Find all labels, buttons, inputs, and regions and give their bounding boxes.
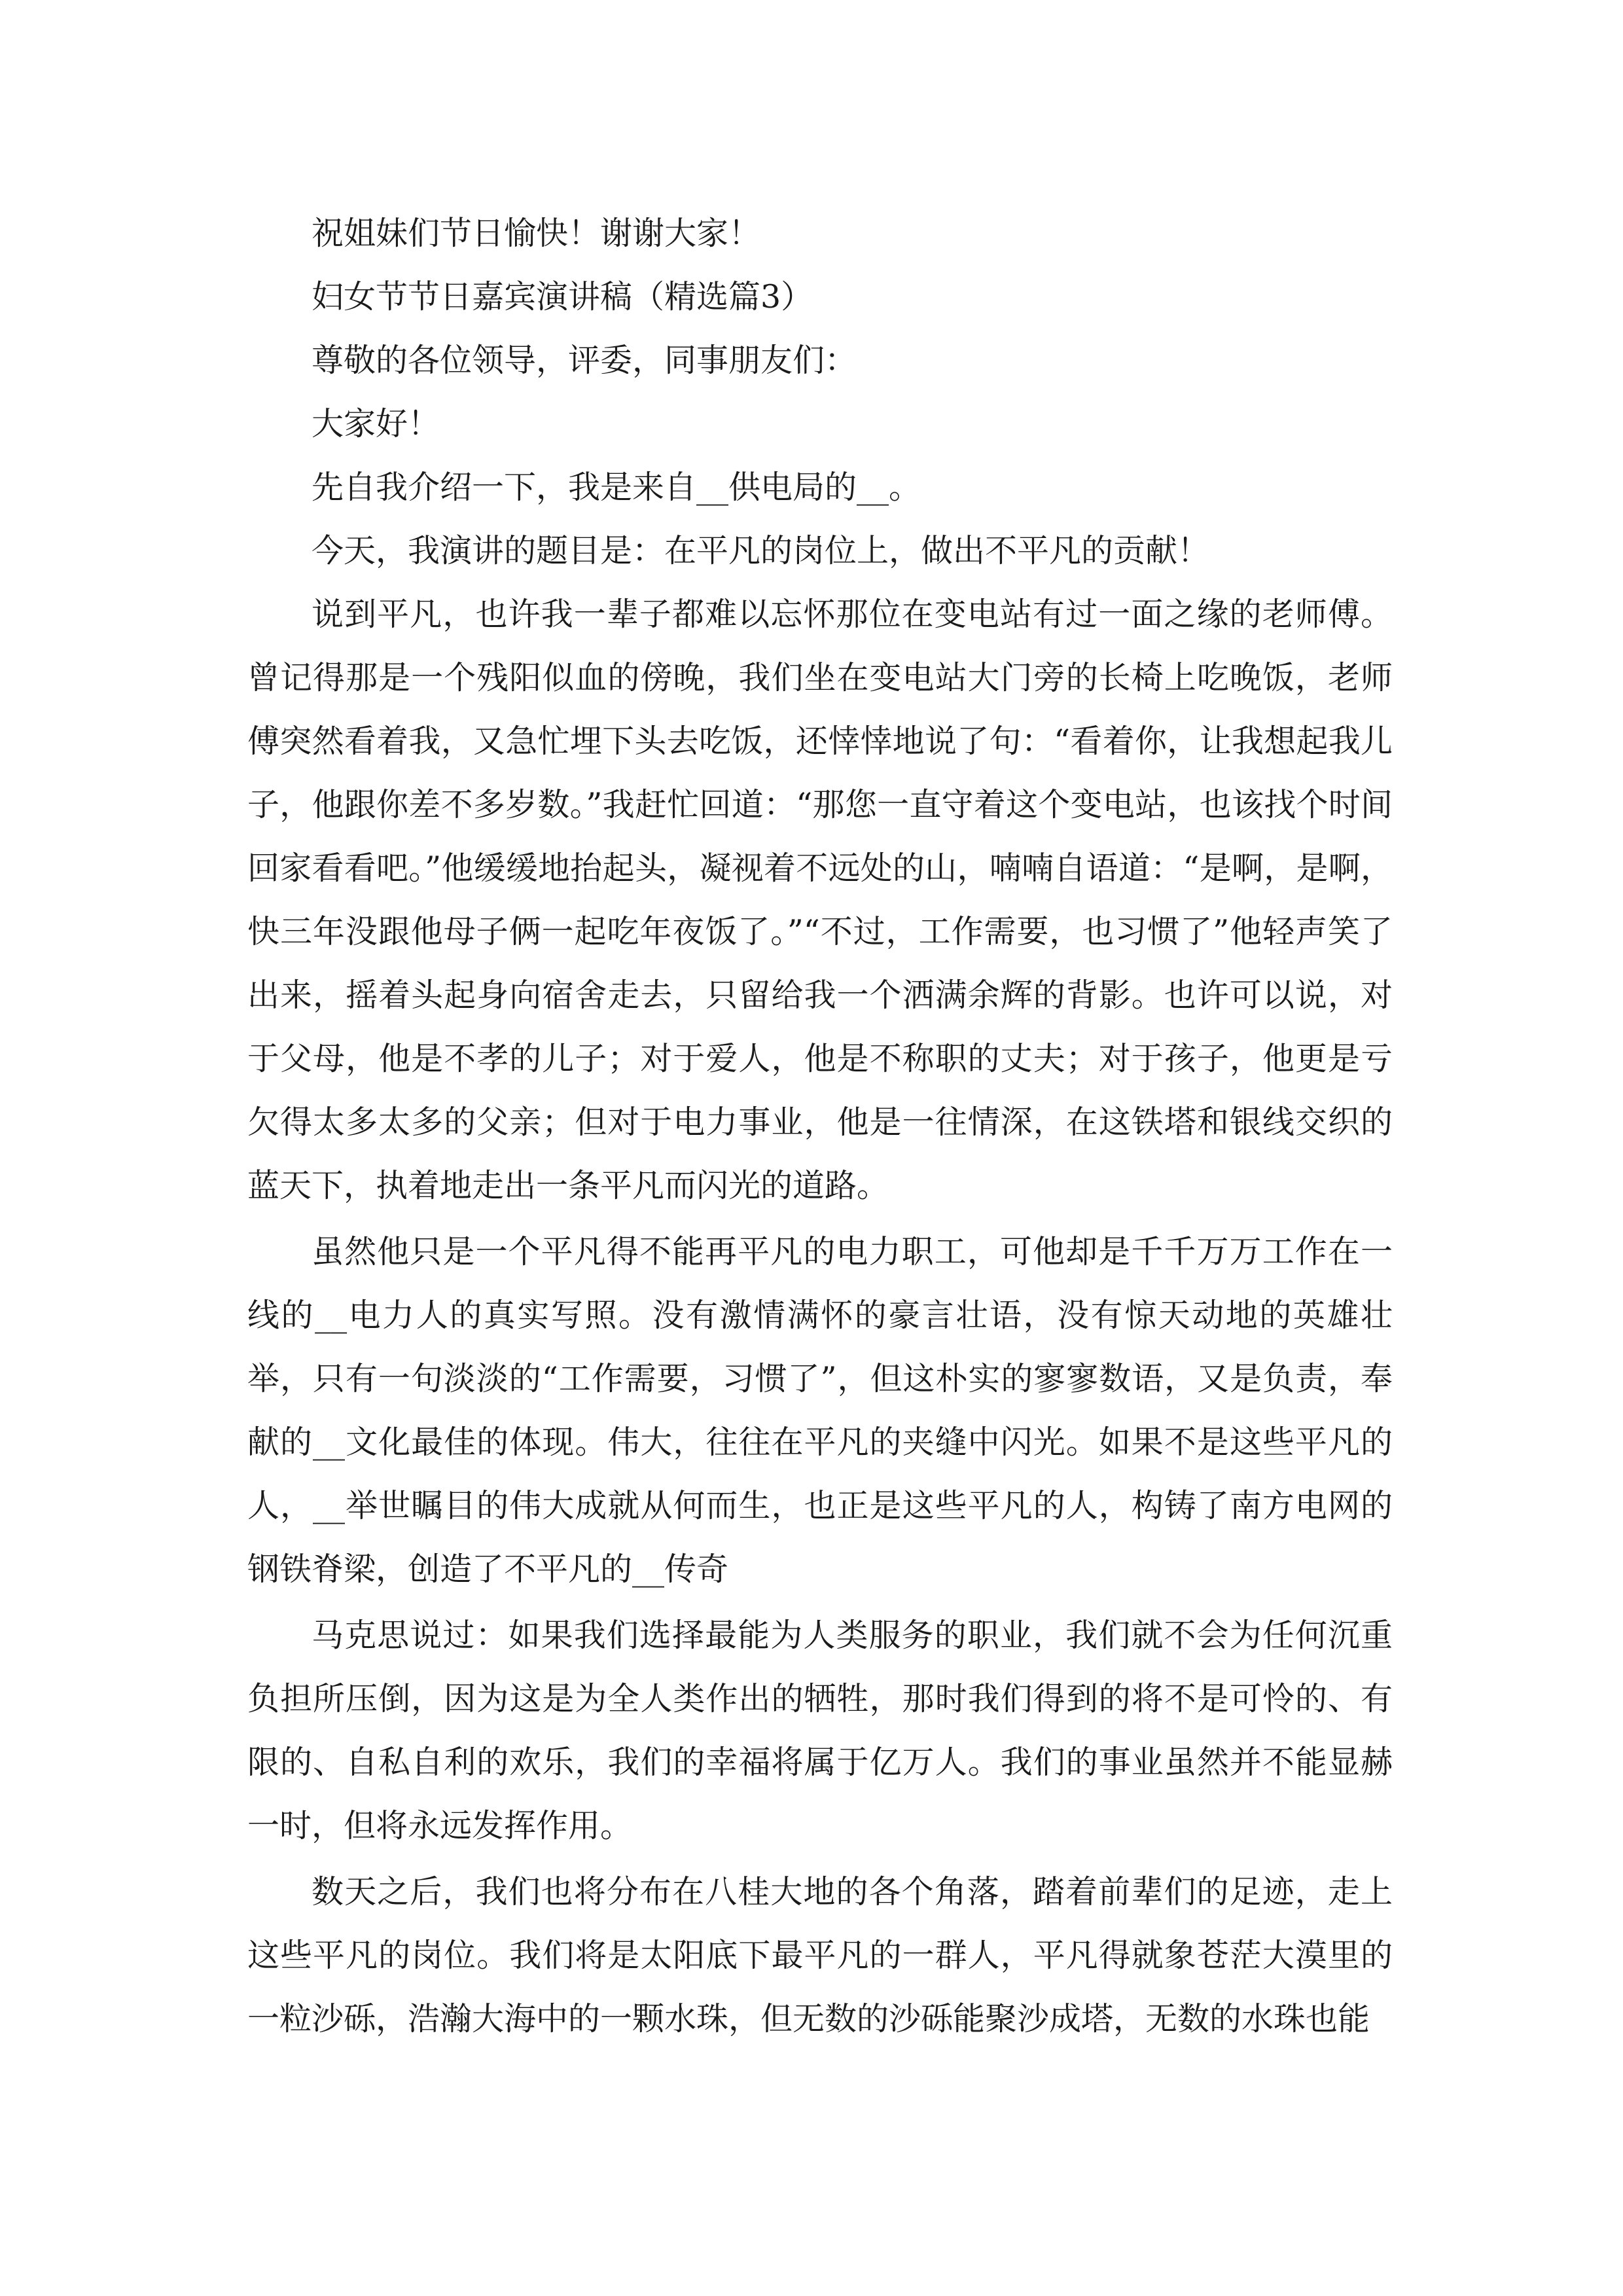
paragraph-ordinary-worker: 虽然他只是一个平凡得不能再平凡的电力职工，可他却是千千万万工作在一线的__电力人的真实写照。没有激情满怀的豪言壮语，没有惊天动地的英雄壮举，只有一句淡淡的“工作需要，习惯了”，但这朴实的寥寥数语，又是负责，奉献的__文化最佳的体现。伟大，往往在平凡的夹缝中闪光。如果不是这些平凡的人，__举世瞩目的伟大成就从何而生，也正是这些平凡的人，构铸了南方电网的钢铁脊梁，创造了不平凡的__传奇 — [247, 1233, 1393, 1588]
paragraph-salutation: 尊敬的各位领导，评委，同事朋友们： — [312, 342, 857, 379]
paragraph-old-master-story: 说到平凡，也许我一辈子都难以忘怀那位在变电站有过一面之缘的老师傅。曾记得那是一个残阳似血的傍晚，我们坐在变电站大门旁的长椅上吃晚饭，老师傅突然看着我，又急忙埋下头去吃饭，还悻悻地说了句：“看着你，让我想起我儿子，他跟你差不多岁数。”我赶忙回道：“那您一直守着这个变电站，也该找个时间回家看看吧。”他缓缓地抬起头，凝视着不远处的山，喃喃自语道：“是啊，是啊，快三年没跟他母子俩一起吃年夜饭了。”“不过，工作需要，也习惯了”他轻声笑了出来，摇着头起身向宿舍走去，只留给我一个洒满余辉的背影。也许可以说，对于父母，他是不孝的儿子；对于爱人，他是不称职的丈夫；对于孩子，他更是亏欠得太多太多的父亲；但对于电力事业，他是一往情深，在这铁塔和银线交织的蓝天下，执着地走出一条平凡而闪光的道路。 — [247, 596, 1393, 1204]
paragraph-greeting: 大家好！ — [312, 405, 440, 442]
paragraph-future-posts: 数天之后，我们也将分布在八桂大地的各个角落，踏着前辈们的足迹，走上这些平凡的岗位。我们将是太阳底下最平凡的一群人，平凡得就象苍茫大漠里的一粒沙砾，浩瀚大海中的一颗水珠，但无数的沙砾能聚沙成塔，无数的水珠也能 — [247, 1873, 1393, 2037]
document-body — [247, 202, 1393, 2051]
paragraph-introduction: 先自我介绍一下，我是来自__供电局的__。 — [312, 469, 921, 506]
paragraph-closing-wish: 祝姐妹们节日愉快！谢谢大家！ — [312, 215, 761, 252]
paragraph-topic: 今天，我演讲的题目是：在平凡的岗位上，做出不平凡的贡献！ — [312, 532, 1210, 569]
paragraph-speech-title: 妇女节节日嘉宾演讲稿（精选篇3） — [312, 278, 813, 315]
paragraph-marx-quote: 马克思说过：如果我们选择最能为人类服务的职业，我们就不会为任何沉重负担所压倒，因为这是为全人类作出的牺牲，那时我们得到的将不是可怜的、有限的、自私自利的欢乐，我们的幸福将属于亿万人。我们的事业虽然并不能显赫一时，但将永远发挥作用。 — [247, 1617, 1393, 1844]
